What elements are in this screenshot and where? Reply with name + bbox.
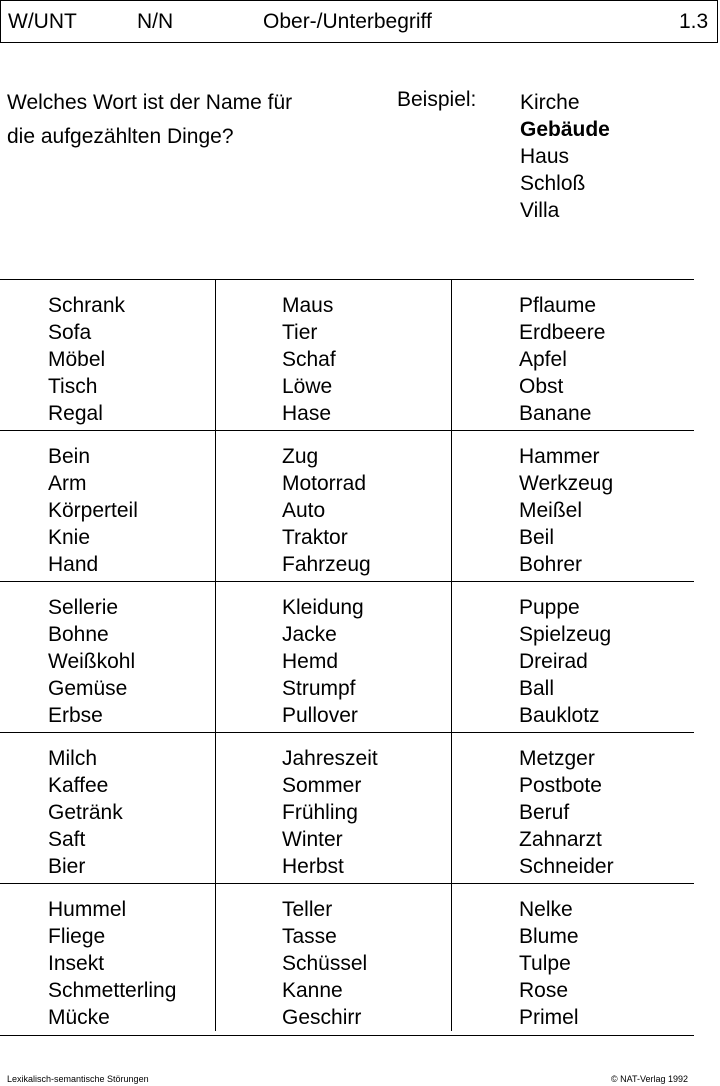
word: Postbote [519, 774, 602, 797]
word-group [519, 896, 579, 1031]
word: Meißel [519, 499, 583, 522]
word: Schüssel [282, 952, 368, 975]
word-group [48, 594, 135, 729]
word: Tasse [282, 925, 337, 948]
word: Werkzeug [519, 472, 614, 495]
word-group [519, 594, 611, 729]
header-type: N/N [137, 10, 174, 33]
word: Zug [282, 445, 319, 468]
word: Pflaume [519, 294, 597, 317]
word: Jacke [282, 623, 337, 646]
word: Sofa [48, 321, 92, 344]
word: Herbst [282, 855, 344, 878]
word-grid [0, 279, 694, 1036]
grid-row [0, 430, 694, 581]
word: Teller [282, 898, 333, 921]
word-group [519, 292, 605, 427]
word-group [282, 292, 336, 427]
word: Bein [48, 445, 91, 468]
question-line-1: Welches Wort ist der Name für [7, 91, 293, 114]
word: Puppe [519, 596, 580, 619]
word: Rose [519, 979, 569, 1002]
word: Kaffee [48, 774, 109, 797]
word: Nelke [519, 898, 573, 921]
word: Erbse [48, 704, 103, 727]
word: Apfel [519, 348, 567, 371]
word: Weißkohl [48, 650, 136, 673]
header-title: Ober-/Unterbegriff [263, 10, 432, 33]
word: Saft [48, 828, 86, 851]
word: Möbel [48, 348, 106, 371]
word: Hase [282, 402, 332, 425]
grid-row [0, 883, 694, 1036]
word: Insekt [48, 952, 105, 975]
word: Spielzeug [519, 623, 612, 646]
question-line-2: die aufgezählten Dinge? [7, 125, 234, 148]
word-group [48, 896, 176, 1031]
word: Banane [519, 402, 592, 425]
word: Motorrad [282, 472, 367, 495]
header-code: W/UNT [8, 10, 77, 33]
word: Beruf [519, 801, 570, 824]
word: Arm [48, 472, 87, 495]
word: Kanne [282, 979, 343, 1002]
question [7, 86, 292, 154]
word-group [519, 443, 613, 578]
word: Tisch [48, 375, 98, 398]
word: Tier [282, 321, 318, 344]
grid-row [0, 581, 694, 732]
word: Geschirr [282, 1006, 362, 1029]
word: Bohne [48, 623, 109, 646]
word: Sellerie [48, 596, 119, 619]
word: Winter [282, 828, 343, 851]
word: Traktor [282, 526, 348, 549]
footer-right: © NAT-Verlag 1992 [611, 1074, 689, 1084]
word: Hemd [282, 650, 339, 673]
word: Pullover [282, 704, 358, 727]
word: Mücke [48, 1006, 110, 1029]
word: Hammer [519, 445, 600, 468]
word: Gemüse [48, 677, 128, 700]
word: Hummel [48, 898, 127, 921]
word: Jahreszeit [282, 747, 378, 770]
word: Sommer [282, 774, 362, 797]
word: Knie [48, 526, 91, 549]
word: Maus [282, 294, 334, 317]
word: Regal [48, 402, 103, 425]
word-group [48, 292, 125, 427]
header-bar [0, 0, 718, 43]
grid-row [0, 279, 694, 430]
word: Hand [48, 553, 99, 576]
word: Auto [282, 499, 326, 522]
word: Löwe [282, 375, 333, 398]
word-group [282, 745, 378, 880]
word: Erdbeere [519, 321, 606, 344]
word: Primel [519, 1006, 579, 1029]
word-group [48, 443, 138, 578]
header-number: 1.3 [679, 10, 709, 33]
word: Obst [519, 375, 564, 398]
footer-left: Lexikalisch-semantische Störungen [7, 1074, 149, 1084]
word: Strumpf [282, 677, 356, 700]
example-answer: Gebäude [520, 118, 610, 141]
word-group [282, 443, 371, 578]
word: Ball [519, 677, 555, 700]
word: Fliege [48, 925, 106, 948]
column-divider [215, 279, 216, 1031]
word: Blume [519, 925, 579, 948]
example-item: Schloß [520, 172, 586, 195]
example-list [520, 89, 610, 224]
word-group [48, 745, 123, 880]
word: Körperteil [48, 499, 138, 522]
word: Kleidung [282, 596, 364, 619]
example-item: Villa [520, 199, 560, 222]
word: Beil [519, 526, 555, 549]
word-group [282, 594, 364, 729]
word: Schrank [48, 294, 126, 317]
word-group [519, 745, 614, 880]
word-group [282, 896, 367, 1031]
grid-row [0, 732, 694, 883]
example-label: Beispiel: [397, 88, 477, 111]
word: Tulpe [519, 952, 571, 975]
word: Bohrer [519, 553, 583, 576]
example-item: Kirche [520, 91, 580, 114]
example-item: Haus [520, 145, 570, 168]
column-divider [451, 279, 452, 1031]
word: Bier [48, 855, 86, 878]
word: Getränk [48, 801, 123, 824]
word: Schaf [282, 348, 336, 371]
word: Metzger [519, 747, 595, 770]
word: Fahrzeug [282, 553, 371, 576]
word: Zahnarzt [519, 828, 602, 851]
word: Schneider [519, 855, 614, 878]
word: Milch [48, 747, 98, 770]
word: Frühling [282, 801, 358, 824]
word: Bauklotz [519, 704, 600, 727]
word: Schmetterling [48, 979, 177, 1002]
word: Dreirad [519, 650, 588, 673]
